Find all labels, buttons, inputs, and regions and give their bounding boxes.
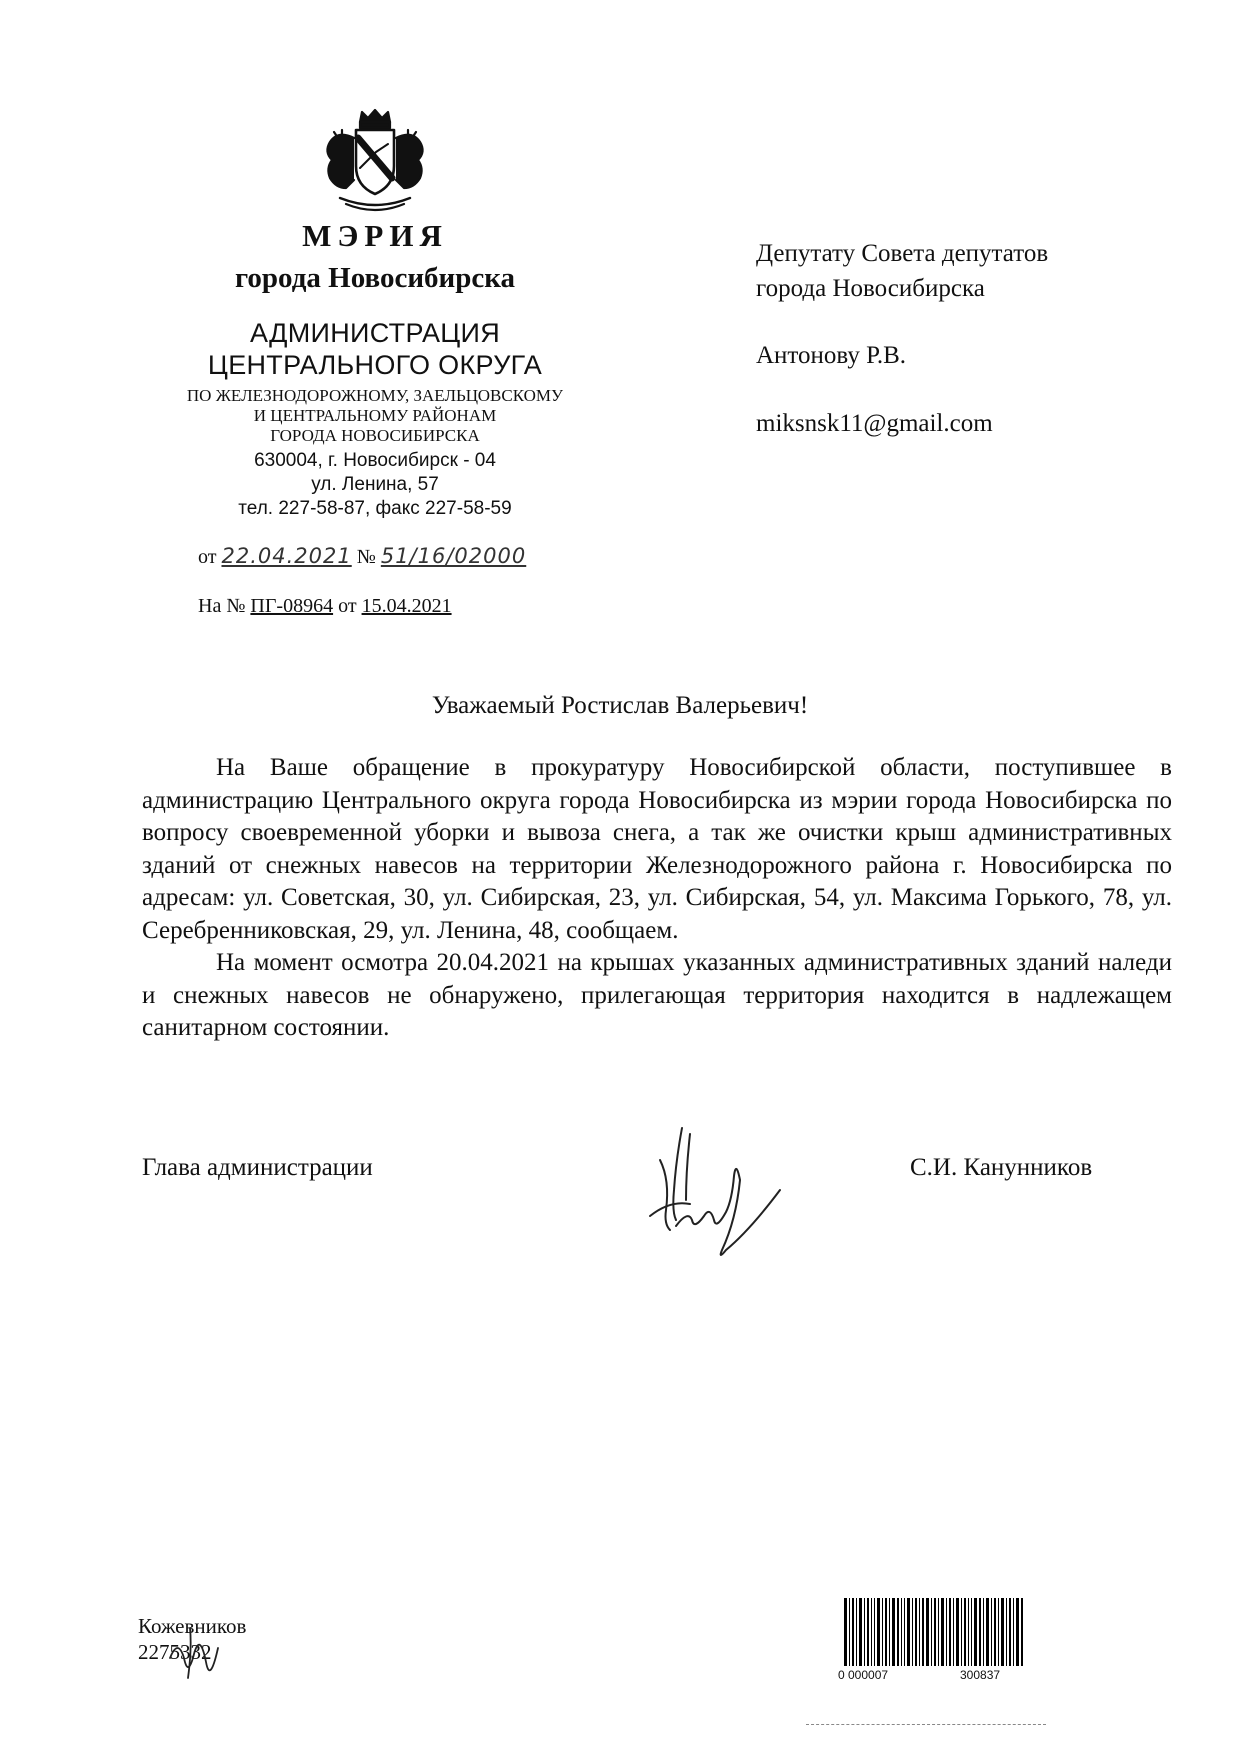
handwritten-date: 22.04.2021 (221, 544, 352, 568)
recipient-position-line-2: города Новосибирска (756, 275, 985, 302)
recipient-email: miksnsk11@gmail.com (756, 410, 993, 437)
handwritten-number: 51/16/02000 (380, 544, 527, 568)
executor-name: Кожевников (138, 1614, 247, 1638)
barcode-left-digits: 0 000007 (838, 1668, 889, 1682)
coat-of-arms-icon (316, 108, 434, 216)
contacts-line: тел. 227-58-87, факс 227-58-59 (238, 498, 512, 519)
admin-subtitle-line-3: ГОРОДА НОВОСИБИРСКА (270, 426, 480, 445)
paragraph-2: На момент осмотра 20.04.2021 на крышах указанных административных зданий наледи и снежных навесов не обнаружено, прилегающая территория находится в надлежащем санитарном состоянии. (142, 949, 1172, 1041)
registration-line (198, 544, 526, 569)
signatory-name: С.И. Канунников (910, 1154, 1093, 1181)
address-line-2: ул. Ленина, 57 (311, 474, 439, 495)
org-title: МЭРИЯ (302, 218, 448, 253)
signatory-title: Глава администрации (142, 1154, 373, 1181)
reply-number: ПГ-08964 (250, 595, 334, 617)
number-label: № (356, 546, 376, 568)
barcode (844, 1598, 1024, 1666)
divider-line (806, 1724, 1046, 1725)
admin-subtitle-line-2: И ЦЕНТРАЛЬНОМУ РАЙОНАМ (253, 406, 497, 425)
admin-title-line-1: АДМИНИСТРАЦИЯ (249, 318, 501, 348)
executor-initials (160, 1618, 240, 1688)
reply-reference-line (198, 595, 452, 618)
reply-label: На № (198, 595, 246, 617)
date-label: от (198, 546, 217, 568)
org-city: города Новосибирска (234, 262, 516, 294)
admin-subtitle-line-1: ПО ЖЕЛЕЗНОДОРОЖНОМУ, ЗАЕЛЬЦОВСКОМУ (186, 386, 564, 405)
executor-phone: 2275332 (138, 1640, 212, 1664)
reply-date: 15.04.2021 (361, 595, 452, 617)
recipient-position-line-1: Депутату Совета депутатов (756, 240, 1049, 267)
greeting: Уважаемый Ростислав Валерьевич! (431, 692, 809, 719)
letter-body (142, 752, 1172, 1045)
barcode-right-digits: 300837 (960, 1668, 1001, 1682)
reply-date-label: от (338, 595, 357, 617)
handwritten-signature (630, 1120, 790, 1270)
recipient-name: Антонову Р.В. (756, 342, 907, 369)
paragraph-1: На Ваше обращение в прокуратуру Новосибирской области, поступившее в администрацию Центрального округа города Новосибирска из мэрии города Новосибирска по вопросу своевременной уборки и вывоза снега, а так же очистки крыш административных зданий от снежных навесов на территории Железнодорожного района г. Новосибирска по адресам: ул. Советская, 30, ул. Сибирская, 23, ул. Сибирская, 54, ул. Максима Горького, 78, ул. Серебренниковская, 29, ул. Ленина, 48, сообщаем. (142, 754, 1172, 944)
address-line-1: 630004, г. Новосибирск - 04 (254, 450, 496, 471)
admin-title-line-2: ЦЕНТРАЛЬНОГО ОКРУГА (207, 350, 543, 380)
